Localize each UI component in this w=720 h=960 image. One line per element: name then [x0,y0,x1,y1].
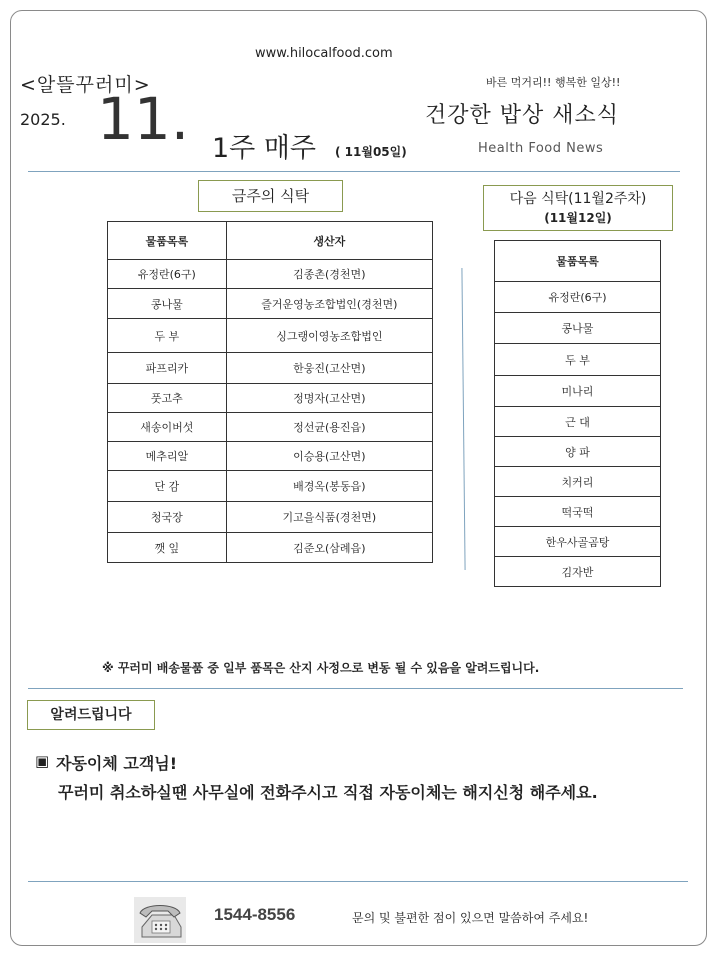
this-week-table [107,221,433,563]
next-item-name: 유정란(6구) [495,282,661,313]
table-row [108,260,433,289]
item-name: 깻 잎 [108,533,227,563]
next-item-name: 김자반 [495,557,661,587]
table-row [108,471,433,502]
item-name: 새송이버섯 [108,413,227,442]
contact-message: 문의 및 불편한 점이 있으면 말씀하여 주세요! [352,911,589,925]
table-row [108,442,433,471]
announcement-body: 꾸러미 취소하실땐 사무실에 전화주시고 직접 자동이체는 해지신청 해주세요. [58,783,598,802]
table-row [108,384,433,413]
footer-divider [28,881,688,882]
item-name: 풋고추 [108,384,227,413]
headline: 건강한 밥상 새소식 [425,103,620,128]
week-label: 1주 매주 [212,133,317,164]
next-item-name: 두 부 [495,344,661,376]
producer-name: 김준오(삼례읍) [226,533,432,563]
next-item-name: 근 대 [495,407,661,437]
next-week-table [494,240,661,587]
table-header-row [495,241,661,282]
next-week-date: (11월12일) [544,211,612,225]
item-name: 단 감 [108,471,227,502]
table-row [108,533,433,563]
table-header-row [108,222,433,260]
list-item [495,313,661,344]
column-header-item: 물품목록 [108,222,227,260]
telephone-icon [134,897,186,943]
notice-divider [28,688,683,689]
list-item [495,527,661,557]
list-item [495,497,661,527]
list-item [495,407,661,437]
table-row [108,413,433,442]
slogan: 바른 먹거리!! 행복한 일상!! [486,76,621,89]
table-row [108,502,433,533]
phone-number[interactable]: 1544-8556 [214,905,296,924]
list-item [495,437,661,467]
column-header-producer: 생산자 [226,222,432,260]
next-week-title: 다음 식탁(11월2주차) [509,191,647,207]
item-name: 두 부 [108,319,227,353]
next-item-name: 떡국떡 [495,497,661,527]
header-divider [28,171,680,172]
producer-name: 즐거운영농조합법인(경천면) [226,289,432,319]
next-item-name: 한우사골곰탕 [495,527,661,557]
issue-year: 2025. [20,110,66,129]
table-row [108,319,433,353]
producer-name: 배경옥(봉동읍) [226,471,432,502]
next-item-name: 미나리 [495,376,661,407]
item-name: 유정란(6구) [108,260,227,289]
checkbox-mark-icon: ▣ [35,752,50,770]
producer-name: 한웅진(고산면) [226,353,432,384]
producer-name: 기고을식품(경천면) [226,502,432,533]
producer-name: 정명자(고산면) [226,384,432,413]
website-url[interactable]: www.hilocalfood.com [255,46,393,61]
next-item-name: 치커리 [495,467,661,497]
producer-name: 싱그랭이영농조합법인 [226,319,432,353]
item-name: 콩나물 [108,289,227,319]
producer-name: 김종촌(경천면) [226,260,432,289]
substitution-notice: ※ 꾸러미 배송물품 중 일부 품목은 산지 사정으로 변동 될 수 있음을 알려드립니다. [102,661,540,675]
announcement-title: 자동이체 고객님! [56,754,178,773]
producer-name: 이승용(고산면) [226,442,432,471]
item-name: 파프리카 [108,353,227,384]
next-item-name: 양 파 [495,437,661,467]
list-item [495,344,661,376]
list-item [495,557,661,587]
next-item-name: 콩나물 [495,313,661,344]
column-header-item: 물품목록 [495,241,661,282]
list-item [495,282,661,313]
next-week-label [483,185,673,231]
this-week-title: 금주의 식탁 [231,187,310,205]
announcement-label-text: 알려드립니다 [50,707,132,723]
item-name: 메추리알 [108,442,227,471]
subhead: Health Food News [478,141,604,156]
brand-name: <알뜰꾸러미> [20,74,151,96]
announcement-label [27,700,155,730]
table-row [108,353,433,384]
item-name: 청국장 [108,502,227,533]
list-item [495,467,661,497]
producer-name: 정선균(용진읍) [226,413,432,442]
list-item [495,376,661,407]
this-week-label [198,180,343,212]
table-row [108,289,433,319]
issue-month: 11. [97,85,190,153]
week-date: ( 11월05일) [335,145,407,159]
